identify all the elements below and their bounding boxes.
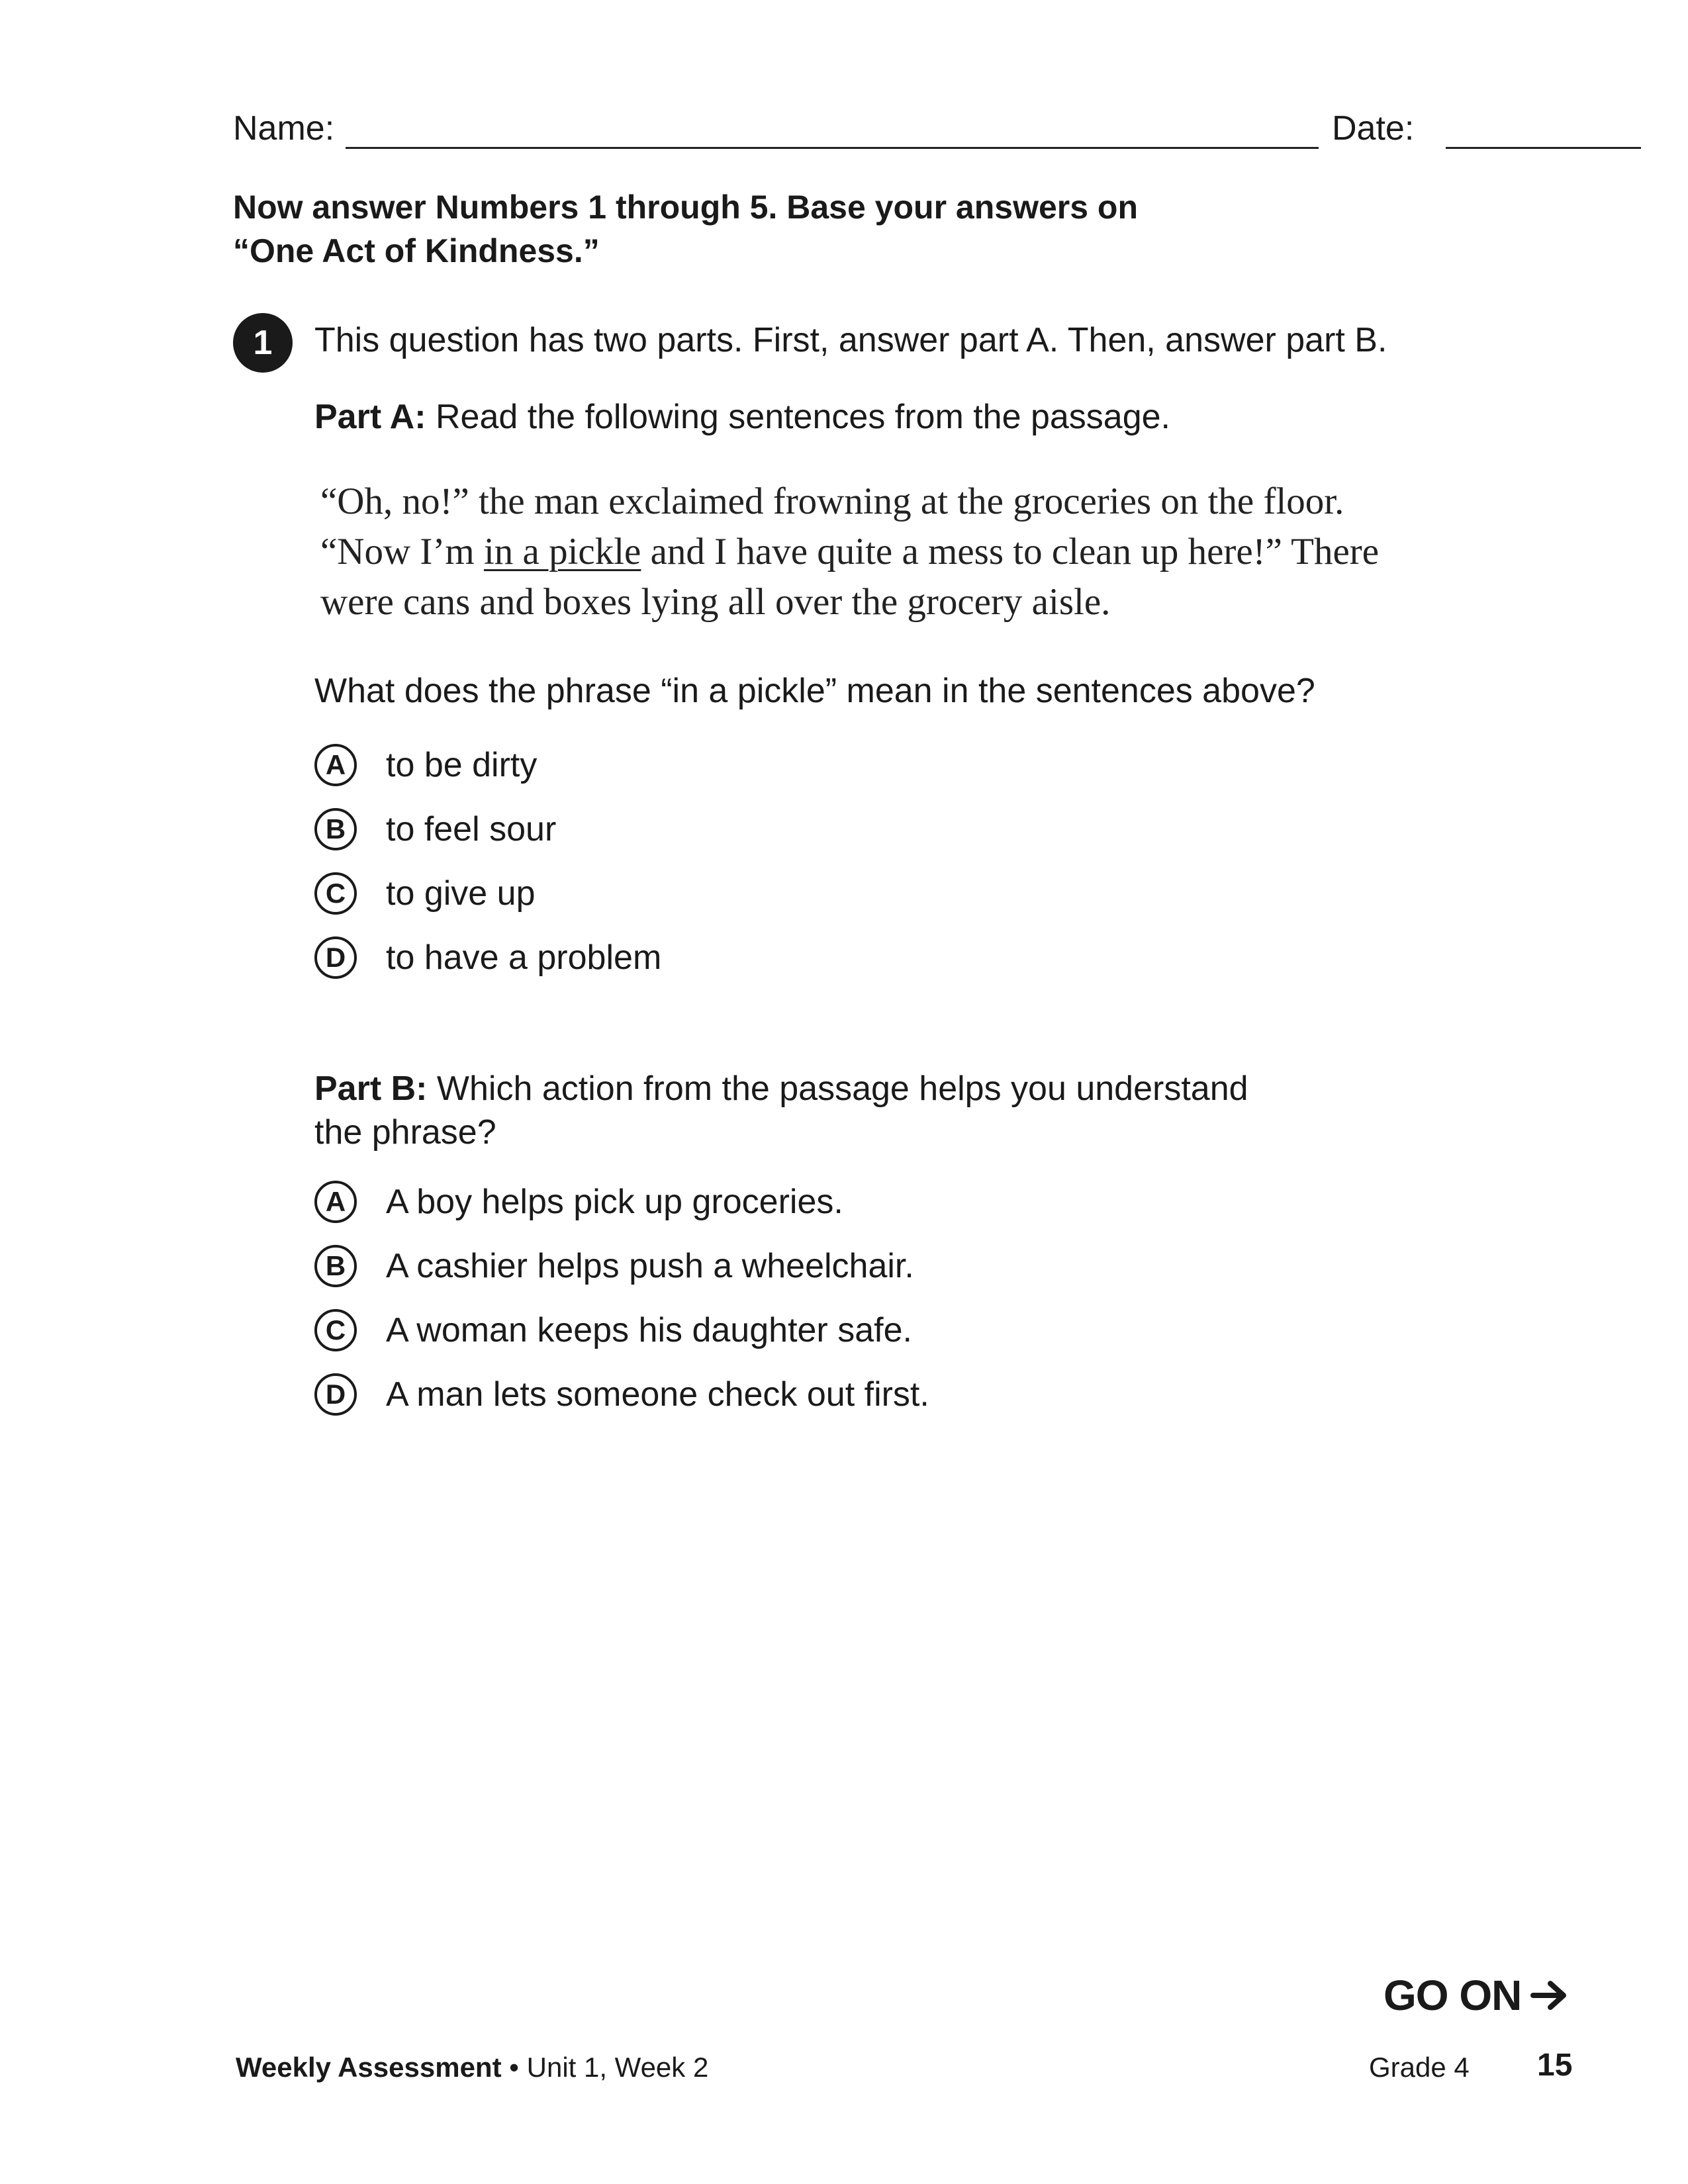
part-a-choice-d[interactable] xyxy=(314,931,661,984)
arrow-right-icon xyxy=(1530,1979,1570,2011)
footer-separator: • xyxy=(501,2052,527,2083)
passage-excerpt xyxy=(320,477,1459,627)
choice-text: A cashier helps push a wheelchair. xyxy=(386,1247,914,1285)
part-b-choice-d[interactable] xyxy=(314,1368,929,1421)
choice-text: to give up xyxy=(386,874,536,913)
part-a-text: Read the following sentences from the passage. xyxy=(426,398,1170,436)
choice-text: to have a problem xyxy=(386,938,662,977)
name-field[interactable] xyxy=(346,147,1319,149)
passage-line-2 xyxy=(320,527,1459,577)
choice-text: to feel sour xyxy=(386,810,557,848)
choice-text: A woman keeps his daughter safe. xyxy=(386,1311,912,1349)
part-a-choice-a[interactable] xyxy=(314,739,537,792)
question-number-badge: 1 xyxy=(233,313,293,373)
part-a-label: Part A: xyxy=(314,398,426,436)
answer-bubble-b[interactable]: B xyxy=(314,808,357,850)
question-intro: This question has two parts. First, answer part A. Then, answer part B. xyxy=(314,321,1387,359)
date-label: Date: xyxy=(1332,109,1415,148)
part-a-choice-c[interactable] xyxy=(314,867,536,920)
go-on-indicator xyxy=(1383,1971,1570,2020)
part-a-heading xyxy=(314,397,1506,437)
answer-bubble-a[interactable]: A xyxy=(314,744,357,786)
passage-line-1: “Oh, no!” the man exclaimed frowning at the groceries on the floor. xyxy=(320,480,1344,522)
footer-assessment-info xyxy=(236,2052,708,2083)
passage-line-2-after: and I have quite a mess to clean up here!” There xyxy=(641,531,1380,572)
choice-text: A boy helps pick up groceries. xyxy=(386,1183,843,1221)
part-b-choice-b[interactable] xyxy=(314,1240,914,1293)
part-a-prompt: What does the phrase “in a pickle” mean in the sentences above? xyxy=(314,672,1315,710)
footer-grade: Grade 4 xyxy=(1369,2052,1470,2083)
answer-bubble-c[interactable]: C xyxy=(314,872,357,915)
part-b-choice-a[interactable] xyxy=(314,1175,843,1228)
answer-bubble-a[interactable]: A xyxy=(314,1181,357,1223)
go-on-label: GO ON xyxy=(1383,1972,1522,2019)
footer-assessment-title: Weekly Assessment xyxy=(236,2052,502,2083)
answer-bubble-c[interactable]: C xyxy=(314,1309,357,1351)
instructions xyxy=(233,185,1226,273)
footer-unit-week: Unit 1, Week 2 xyxy=(526,2052,709,2083)
part-b-text-line-2: the phrase? xyxy=(314,1113,496,1152)
choice-text: A man lets someone check out first. xyxy=(386,1375,929,1414)
part-b-heading xyxy=(314,1067,1374,1154)
instructions-line-2: “One Act of Kindness.” xyxy=(233,232,600,269)
part-a-choice-b[interactable] xyxy=(314,803,556,856)
answer-bubble-b[interactable]: B xyxy=(314,1245,357,1287)
part-b-label: Part B: xyxy=(314,1069,428,1108)
name-date-row xyxy=(233,106,1425,152)
part-b-text-line-1: Which action from the passage helps you understand xyxy=(427,1069,1248,1108)
passage-line-3: were cans and boxes lying all over the grocery aisle. xyxy=(320,581,1111,623)
date-field[interactable] xyxy=(1446,147,1641,149)
name-label: Name: xyxy=(233,109,335,148)
underlined-phrase: in a pickle xyxy=(483,531,641,572)
part-b-choice-c[interactable] xyxy=(314,1304,912,1357)
choice-text: to be dirty xyxy=(386,746,538,784)
instructions-line-1: Now answer Numbers 1 through 5. Base your answers on xyxy=(233,189,1139,226)
passage-line-2-before: “Now I’m xyxy=(320,531,484,572)
page-number: 15 xyxy=(1537,2048,1573,2083)
answer-bubble-d[interactable]: D xyxy=(314,936,357,979)
answer-bubble-d[interactable]: D xyxy=(314,1373,357,1416)
